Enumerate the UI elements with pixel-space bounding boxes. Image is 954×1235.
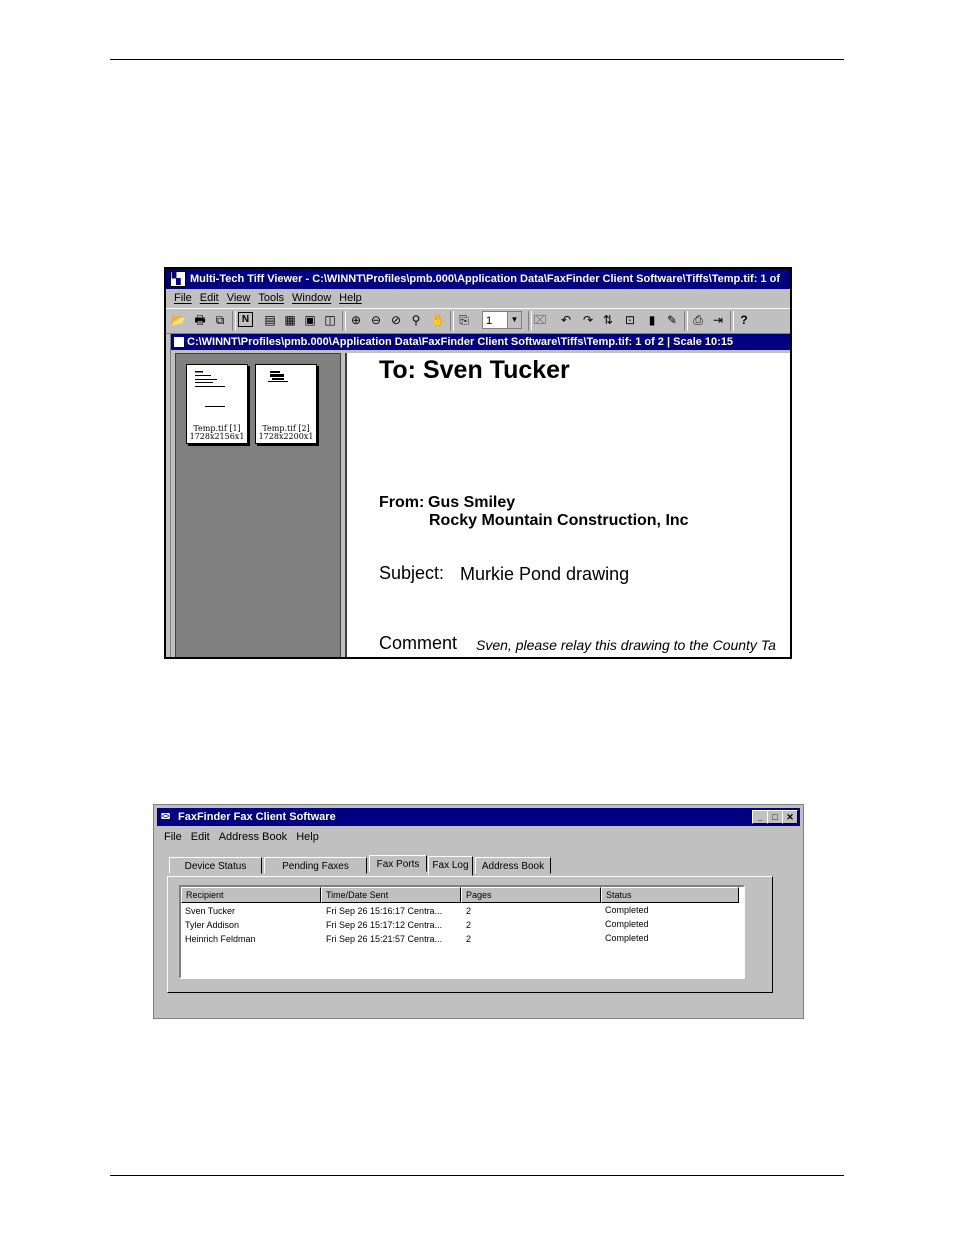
faxfinder-menu-bar — [154, 829, 803, 845]
fax-comment-label: Comment — [379, 633, 458, 653]
zoom-in-icon[interactable]: ⊕ — [350, 313, 362, 327]
fax-comment-value: Sven, please relay this drawing to the County Ta — [476, 637, 776, 653]
fax-log-table[interactable] — [179, 885, 745, 979]
fit-page-icon[interactable]: ▣ — [304, 313, 316, 327]
tab-fax-ports[interactable]: Fax Ports — [369, 855, 427, 872]
column-recipient[interactable]: Recipient — [181, 887, 321, 903]
cell-status: Completed — [605, 919, 649, 929]
menu-tools[interactable]: Tools — [258, 292, 285, 304]
help-icon[interactable]: ? — [740, 313, 748, 327]
delete-page-icon[interactable]: ⌧ — [533, 313, 547, 327]
brush-icon[interactable]: ✎ — [666, 313, 678, 327]
menu-help[interactable]: Help — [296, 831, 319, 843]
hand-tool-icon[interactable]: ✋ — [430, 313, 446, 327]
cell-time-date: Fri Sep 26 15:21:57 Centra... — [326, 934, 443, 944]
flip-icon[interactable]: ⇅ — [602, 313, 614, 327]
faxfinder-window — [153, 804, 804, 1019]
goto-page-icon[interactable]: ⎘ — [459, 313, 469, 327]
zoom-area-icon[interactable]: ⊘ — [390, 313, 402, 327]
table-header — [181, 887, 743, 903]
cell-recipient: Tyler Addison — [185, 920, 240, 930]
table-row[interactable] — [181, 904, 743, 918]
cell-recipient: Sven Tucker — [185, 906, 236, 916]
menu-address-book[interactable]: Address Book — [218, 831, 288, 843]
thumbnail-caption: Temp.tif [1] 1728x2156x1 — [189, 424, 245, 441]
toolbar-separator — [232, 311, 236, 331]
tiff-viewer-window — [164, 267, 792, 659]
fax-subject-label: Subject: — [379, 563, 445, 583]
menu-help[interactable]: Help — [339, 292, 362, 304]
viewer-title-bar[interactable] — [166, 269, 790, 289]
tab-pending-faxes[interactable]: Pending Faxes — [264, 857, 367, 874]
minimize-button[interactable]: _ — [752, 810, 768, 824]
send-fax-icon[interactable]: ⎙ — [693, 313, 703, 327]
table-row[interactable] — [181, 932, 743, 946]
fax-from-label: From: — [379, 494, 425, 511]
viewer-toolbar — [166, 308, 790, 334]
cell-status: Completed — [605, 905, 649, 915]
document-icon — [174, 337, 184, 347]
menu-window[interactable]: Window — [292, 292, 332, 304]
document-title: C:\WINNT\Profiles\pmb.000\Application Data\FaxFinder Client Software\Tiffs\Temp.tif: 1 of 2 | Scale 10:15 — [187, 336, 734, 348]
tab-device-status[interactable]: Device Status — [169, 857, 262, 874]
rotate-left-icon[interactable]: ↶ — [560, 313, 572, 327]
footer-rule — [110, 1175, 844, 1176]
page-number-value: 1 — [486, 315, 493, 327]
tab-fax-log[interactable]: Fax Log — [428, 856, 473, 876]
normal-view-icon[interactable]: N — [238, 312, 253, 327]
zoom-out-icon[interactable]: ⊖ — [370, 313, 382, 327]
chevron-down-icon[interactable]: ▼ — [507, 312, 521, 328]
cell-status: Completed — [605, 933, 649, 943]
page-preview[interactable] — [345, 353, 792, 658]
fax-app-icon: ✉ — [161, 811, 171, 823]
column-pages[interactable]: Pages — [461, 887, 601, 903]
rotate-right-icon[interactable]: ↷ — [582, 313, 594, 327]
faxfinder-title: FaxFinder Fax Client Software — [178, 811, 336, 823]
two-page-view-icon[interactable]: ▦ — [284, 313, 296, 327]
thumbnail-pane — [175, 353, 341, 659]
thumbnail-content — [262, 370, 306, 410]
magnify-icon[interactable]: ⚲ — [411, 313, 421, 327]
page-view-icon[interactable]: ▤ — [264, 313, 276, 327]
invert-icon[interactable]: ⊡ — [624, 313, 636, 327]
tab-address-book[interactable]: Address Book — [475, 857, 551, 874]
book-icon[interactable]: ▮ — [648, 313, 656, 327]
toolbar-separator — [450, 311, 454, 331]
menu-edit[interactable]: Edit — [190, 831, 210, 843]
menu-file[interactable]: File — [164, 831, 182, 843]
cell-recipient: Heinrich Feldman — [185, 934, 256, 944]
print-icon[interactable]: 🖶 — [194, 313, 206, 327]
cell-pages: 2 — [466, 906, 472, 916]
toolbar-separator — [342, 311, 346, 331]
fax-from-name: Gus Smiley — [428, 494, 516, 511]
thumbnail-page-1[interactable] — [186, 364, 248, 444]
fit-width-icon[interactable]: ◫ — [324, 313, 336, 327]
fax-from-company: Rocky Mountain Construction, Inc — [429, 512, 689, 529]
thumbnail-content — [193, 370, 237, 410]
thumbnail-caption: Temp.tif [2] 1728x2200x1 — [258, 424, 314, 441]
menu-view[interactable]: View — [226, 292, 251, 304]
viewer-title: Multi-Tech Tiff Viewer - C:\WINNT\Profiles\pmb.000\Application Data\FaxFinder Client Software\Tiffs\Temp.tif: 1 of — [190, 273, 780, 285]
column-status[interactable]: Status — [601, 887, 739, 903]
exit-icon[interactable]: ⇥ — [712, 313, 724, 327]
fax-subject-value: Murkie Pond drawing — [460, 564, 630, 584]
toolbar-separator — [684, 311, 688, 331]
column-time-date-sent[interactable]: Time/Date Sent — [321, 887, 461, 903]
document-child-window — [170, 333, 792, 659]
fax-to: To: Sven Tucker — [379, 356, 570, 384]
page-number-select[interactable] — [482, 311, 522, 329]
fax-log-panel — [167, 876, 773, 993]
table-row[interactable] — [181, 918, 743, 932]
document-title-bar[interactable] — [171, 334, 791, 350]
cell-time-date: Fri Sep 26 15:16:17 Centra... — [326, 906, 443, 916]
faxfinder-title-bar[interactable] — [157, 808, 800, 826]
copy-icon[interactable]: ⧉ — [215, 313, 225, 327]
header-rule — [110, 59, 844, 60]
app-icon — [170, 271, 186, 287]
menu-file[interactable]: File — [174, 292, 192, 304]
close-button[interactable]: ✕ — [782, 810, 798, 824]
cell-time-date: Fri Sep 26 15:17:12 Centra... — [326, 920, 443, 930]
viewer-menu-bar — [166, 289, 790, 307]
cell-pages: 2 — [466, 934, 472, 944]
thumbnail-page-2[interactable] — [255, 364, 317, 444]
open-icon[interactable]: 📂 — [170, 313, 186, 327]
maximize-button[interactable]: □ — [767, 810, 783, 824]
toolbar-separator — [730, 311, 734, 331]
menu-edit[interactable]: Edit — [199, 292, 219, 304]
cell-pages: 2 — [466, 920, 472, 930]
